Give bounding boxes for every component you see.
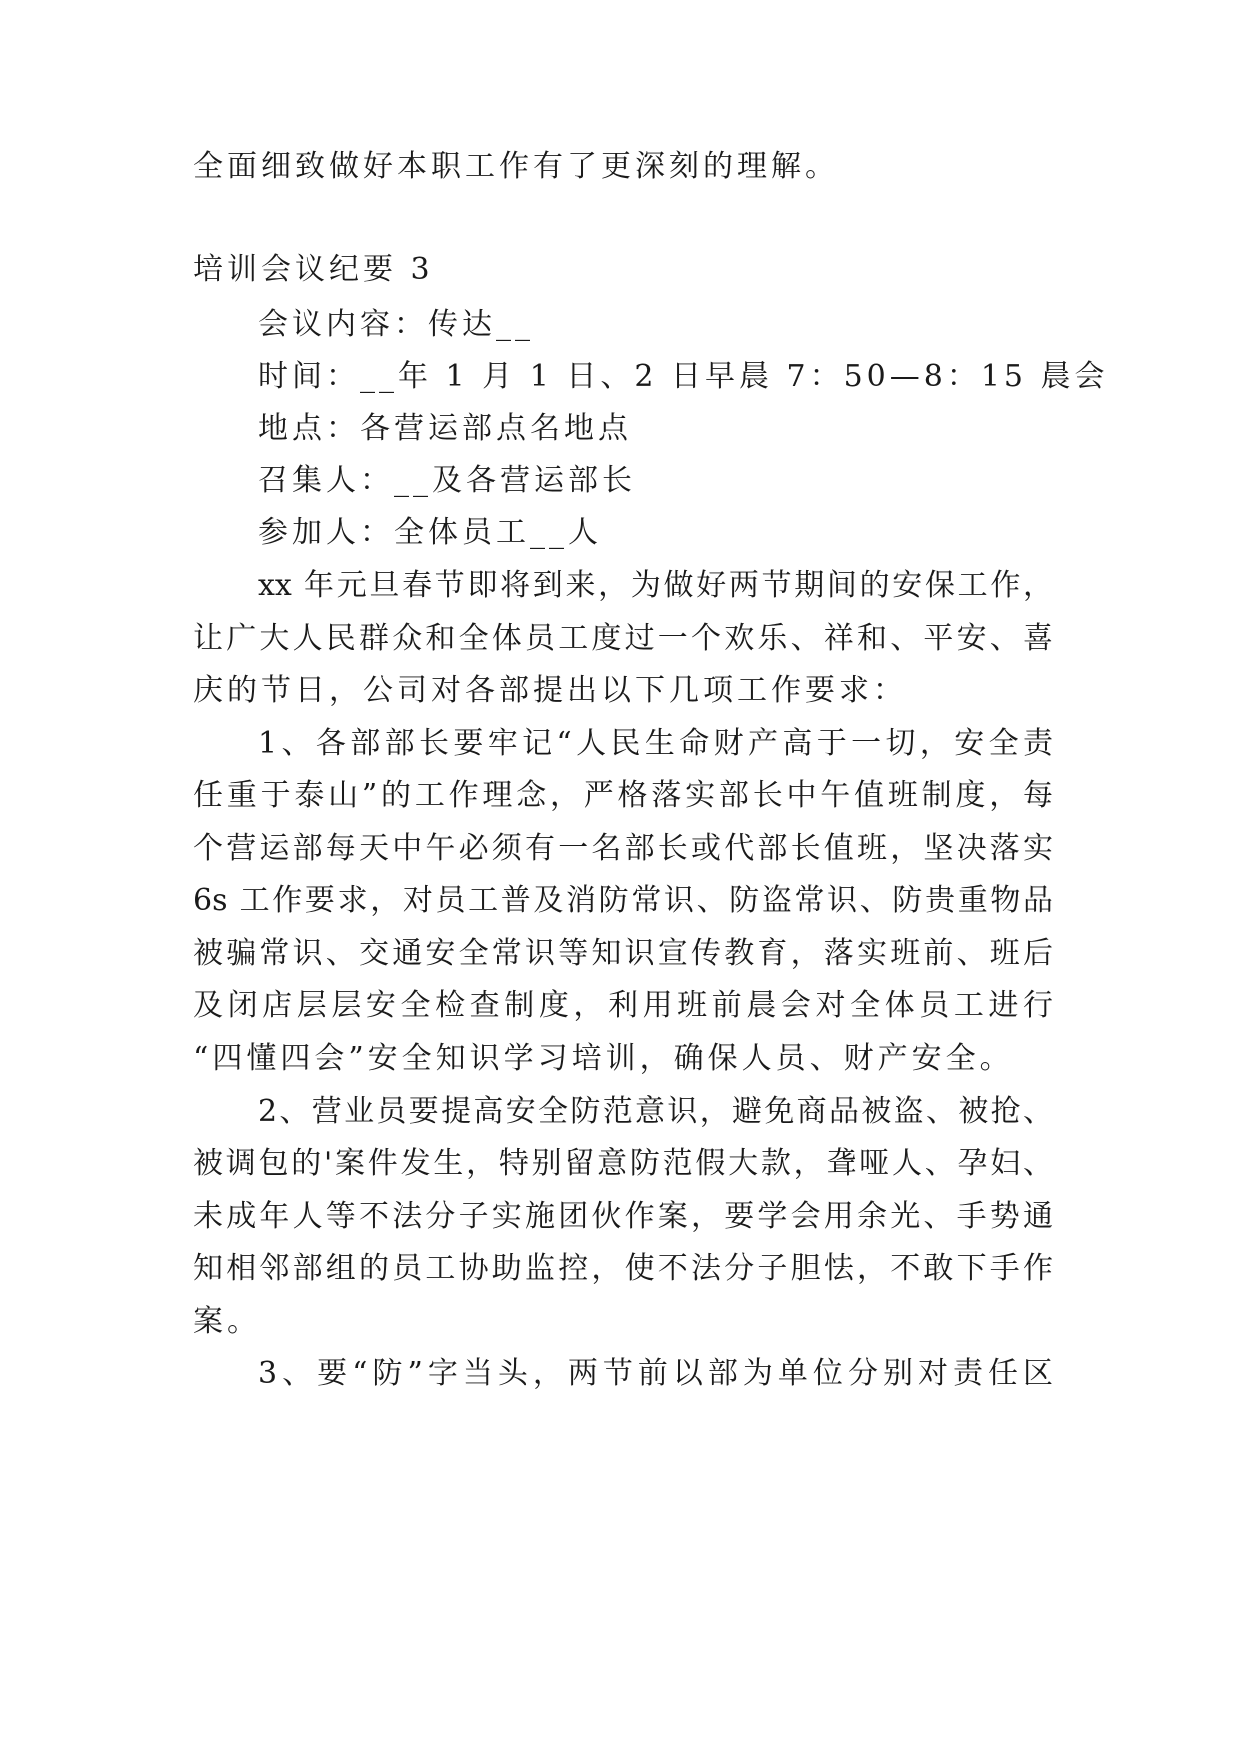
paragraph-line: 未成年人等不法分子实施团伙作案，要学会用余光、手势通 (193, 1199, 1053, 1234)
paragraph-line: 庆的节日，公司对各部提出以下几项工作要求： (193, 673, 907, 708)
paragraph-line: 全面细致做好本职工作有了更深刻的理解。 (193, 149, 839, 184)
paragraph-line: 让广大人民群众和全体员工度过一个欢乐、祥和、平安、喜 (193, 621, 1053, 656)
paragraph-line: 个营运部每天中午必须有一名部长或代部长值班，坚决落实 (193, 831, 1053, 866)
paragraph-line: “四懂四会”安全知识学习培训，确保人员、财产安全。 (193, 1041, 1014, 1076)
paragraph-line: 6s 工作要求，对员工普及消防常识、防盗常识、防贵重物品 (193, 883, 1053, 918)
section-title: 培训会议纪要 3 (193, 252, 434, 287)
paragraph-line: 1、各部部长要牢记“人民生命财产高于一切，安全责 (258, 726, 1053, 761)
paragraph-line: xx 年元旦春节即将到来，为做好两节期间的安保工作， (258, 568, 1053, 603)
paragraph-line: 及闭店层层安全检查制度，利用班前晨会对全体员工进行 (193, 988, 1053, 1023)
meeting-convener: 召集人：__及各营运部长 (258, 463, 636, 498)
meeting-time: 时间：__年 1 月 1 日、2 日早晨 7：50—8：15 晨会 (258, 359, 1109, 394)
paragraph-line: 2、营业员要提高安全防范意识，避免商品被盗、被抢、 (258, 1094, 1053, 1129)
paragraph-line: 任重于泰山”的工作理念，严格落实部长中午值班制度，每 (193, 778, 1053, 813)
meeting-participants: 参加人：全体员工__人 (258, 515, 602, 550)
paragraph-line: 案。 (193, 1304, 261, 1339)
paragraph-line: 被骗常识、交通安全常识等知识宣传教育，落实班前、班后 (193, 936, 1053, 971)
paragraph-line: 3、要“防”字当头，两节前以部为单位分别对责任区 (258, 1356, 1053, 1391)
paragraph-line: 被调包的'案件发生，特别留意防范假大款，聋哑人、孕妇、 (193, 1146, 1053, 1181)
meeting-content: 会议内容：传达__ (258, 307, 534, 342)
paragraph-line: 知相邻部组的员工协助监控，使不法分子胆怯，不敢下手作 (193, 1251, 1053, 1286)
meeting-location: 地点：各营运部点名地点 (258, 411, 632, 446)
